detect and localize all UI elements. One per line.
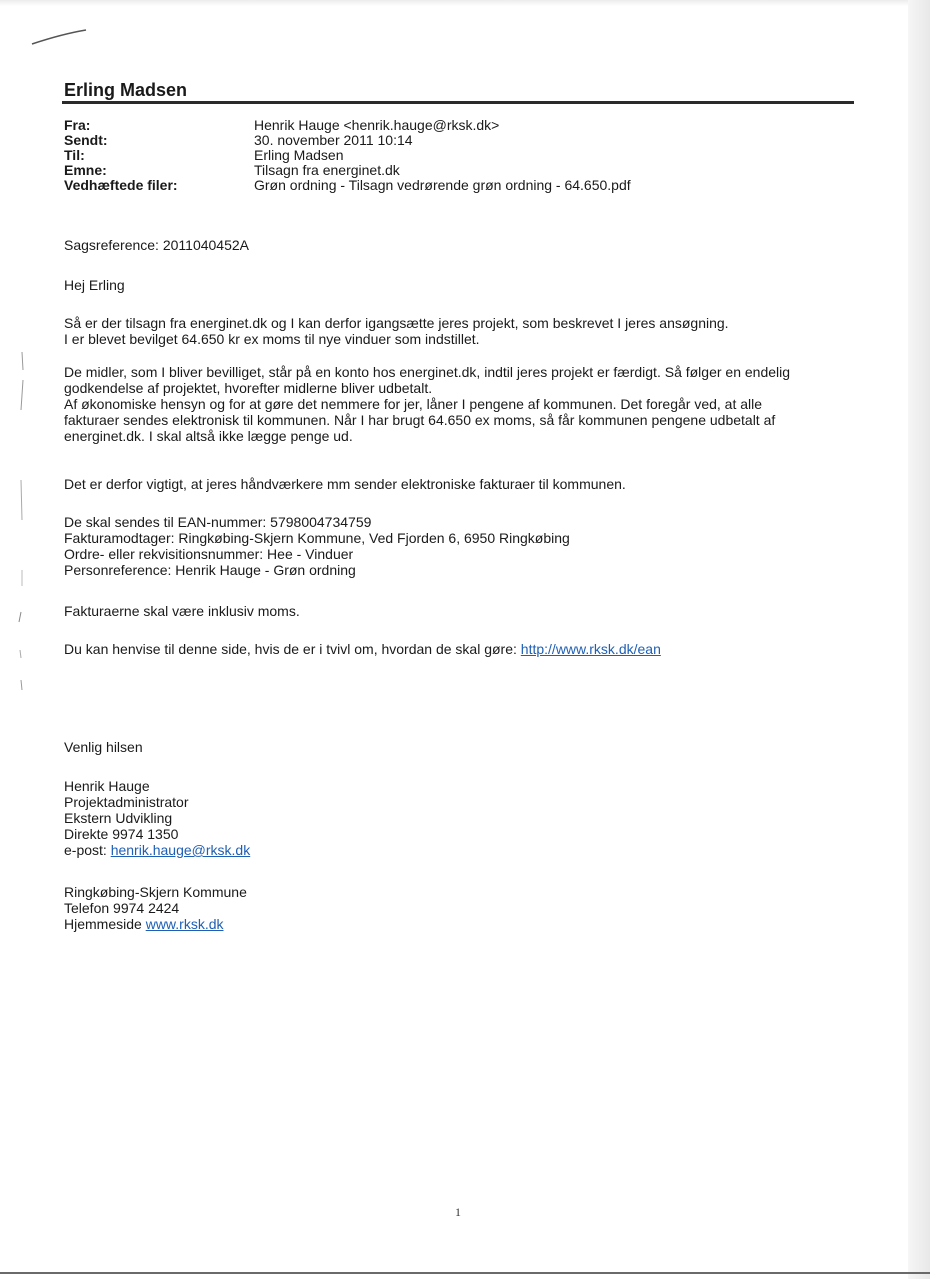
paragraph-funding xyxy=(64,364,790,444)
paragraph-reference-link xyxy=(64,641,661,657)
margin-scan-marks xyxy=(16,350,30,710)
from-value: Henrik Hauge <henrik.hauge@rksk.dk> xyxy=(254,117,500,133)
sent-value: 30. november 2011 10:14 xyxy=(254,132,413,148)
greeting: Hej Erling xyxy=(64,277,125,293)
pen-stroke-mark xyxy=(30,28,90,48)
paragraph-line: energinet.dk. I skal altså ikke lægge penge ud. xyxy=(64,428,353,444)
subject-label: Emne: xyxy=(64,162,107,178)
to-row xyxy=(64,148,631,163)
page-number: 1 xyxy=(455,1205,461,1219)
closing: Venlig hilsen xyxy=(64,739,143,755)
invoice-recipient-line: Fakturamodtager: Ringkøbing-Skjern Kommune, Ved Fjorden 6, 6950 Ringkøbing xyxy=(64,530,570,546)
scan-edge-right xyxy=(908,0,930,1279)
organization-name: Ringkøbing-Skjern Kommune xyxy=(64,884,247,900)
subject-value: Tilsagn fra energinet.dk xyxy=(254,162,400,178)
sent-label: Sendt: xyxy=(64,132,108,148)
attachments-row xyxy=(64,178,631,193)
invoice-details xyxy=(64,514,570,578)
website-link[interactable]: www.rksk.dk xyxy=(145,916,224,932)
attachment-filename: Grøn ordning - Tilsagn vedrørende grøn ordning - 64.650.pdf xyxy=(254,177,631,193)
signature-direct-phone: Direkte 9974 1350 xyxy=(64,826,179,842)
organization-block xyxy=(64,884,247,932)
signature-email-line xyxy=(64,842,250,858)
paragraph-line: De midler, som I bliver bevilliget, står på en konto hos energinet.dk, indtil jeres projekt er færdigt. Så følger en endelig xyxy=(64,364,791,380)
subject-row xyxy=(64,163,631,178)
paragraph-vat: Fakturaerne skal være inklusiv moms. xyxy=(64,603,300,619)
scan-bottom-edge xyxy=(0,1272,930,1274)
signature-name: Henrik Hauge xyxy=(64,778,150,794)
email-header-fields xyxy=(64,118,631,193)
email-label: e-post: xyxy=(64,842,111,858)
email-link[interactable]: henrik.hauge@rksk.dk xyxy=(110,842,251,858)
case-reference: Sagsreference: 2011040452A xyxy=(64,237,249,253)
website-label: Hjemmeside xyxy=(64,916,146,932)
paragraph-line: godkendelse af projektet, hvorefter midlerne bliver udbetalt. xyxy=(64,380,433,396)
ean-number-line: De skal sendes til EAN-nummer: 5798004734759 xyxy=(64,514,372,530)
signature-title: Projektadministrator xyxy=(64,794,189,810)
signature-block xyxy=(64,778,250,858)
paragraph-line: I er blevet bevilget 64.650 kr ex moms til nye vinduer som indstillet. xyxy=(64,331,480,347)
paragraph-important: Det er derfor vigtigt, at jeres håndværkere mm sender elektroniske fakturaer til kommunen. xyxy=(64,476,626,492)
from-row xyxy=(64,118,631,133)
paragraph-line: fakturaer sendes elektronisk til kommunen. Når I har brugt 64.650 ex moms, så får kommunen pengene udbetalt af xyxy=(64,412,776,428)
scan-edge-top xyxy=(0,0,930,6)
person-reference-line: Personreference: Henrik Hauge - Grøn ordning xyxy=(64,562,356,578)
reference-text: Du kan henvise til denne side, hvis de er i tvivl om, hvordan de skal gøre: xyxy=(64,641,521,657)
organization-website-line xyxy=(64,916,247,932)
paragraph-line: Så er der tilsagn fra energinet.dk og I kan derfor igangsætte jeres projekt, som beskrevet I jeres ansøgning. xyxy=(64,315,729,331)
signature-department: Ekstern Udvikling xyxy=(64,810,173,826)
attachments-label: Vedhæftede filer: xyxy=(64,177,178,193)
paragraph-line: Af økonomiske hensyn og for at gøre det nemmere for jer, låner I pengene af kommunen. Det foregår ved, at alle xyxy=(64,396,763,412)
ean-info-link[interactable]: http://www.rksk.dk/ean xyxy=(520,641,661,657)
mailbox-owner-name: Erling Madsen xyxy=(64,80,188,100)
to-value: Erling Madsen xyxy=(254,147,344,163)
header-divider xyxy=(62,101,854,104)
from-label: Fra: xyxy=(64,117,91,133)
order-number-line: Ordre- eller rekvisitionsnummer: Hee - Vinduer xyxy=(64,546,354,562)
sent-row xyxy=(64,133,631,148)
organization-phone: Telefon 9974 2424 xyxy=(64,900,180,916)
paragraph-grant xyxy=(64,315,729,347)
to-label: Til: xyxy=(64,147,85,163)
